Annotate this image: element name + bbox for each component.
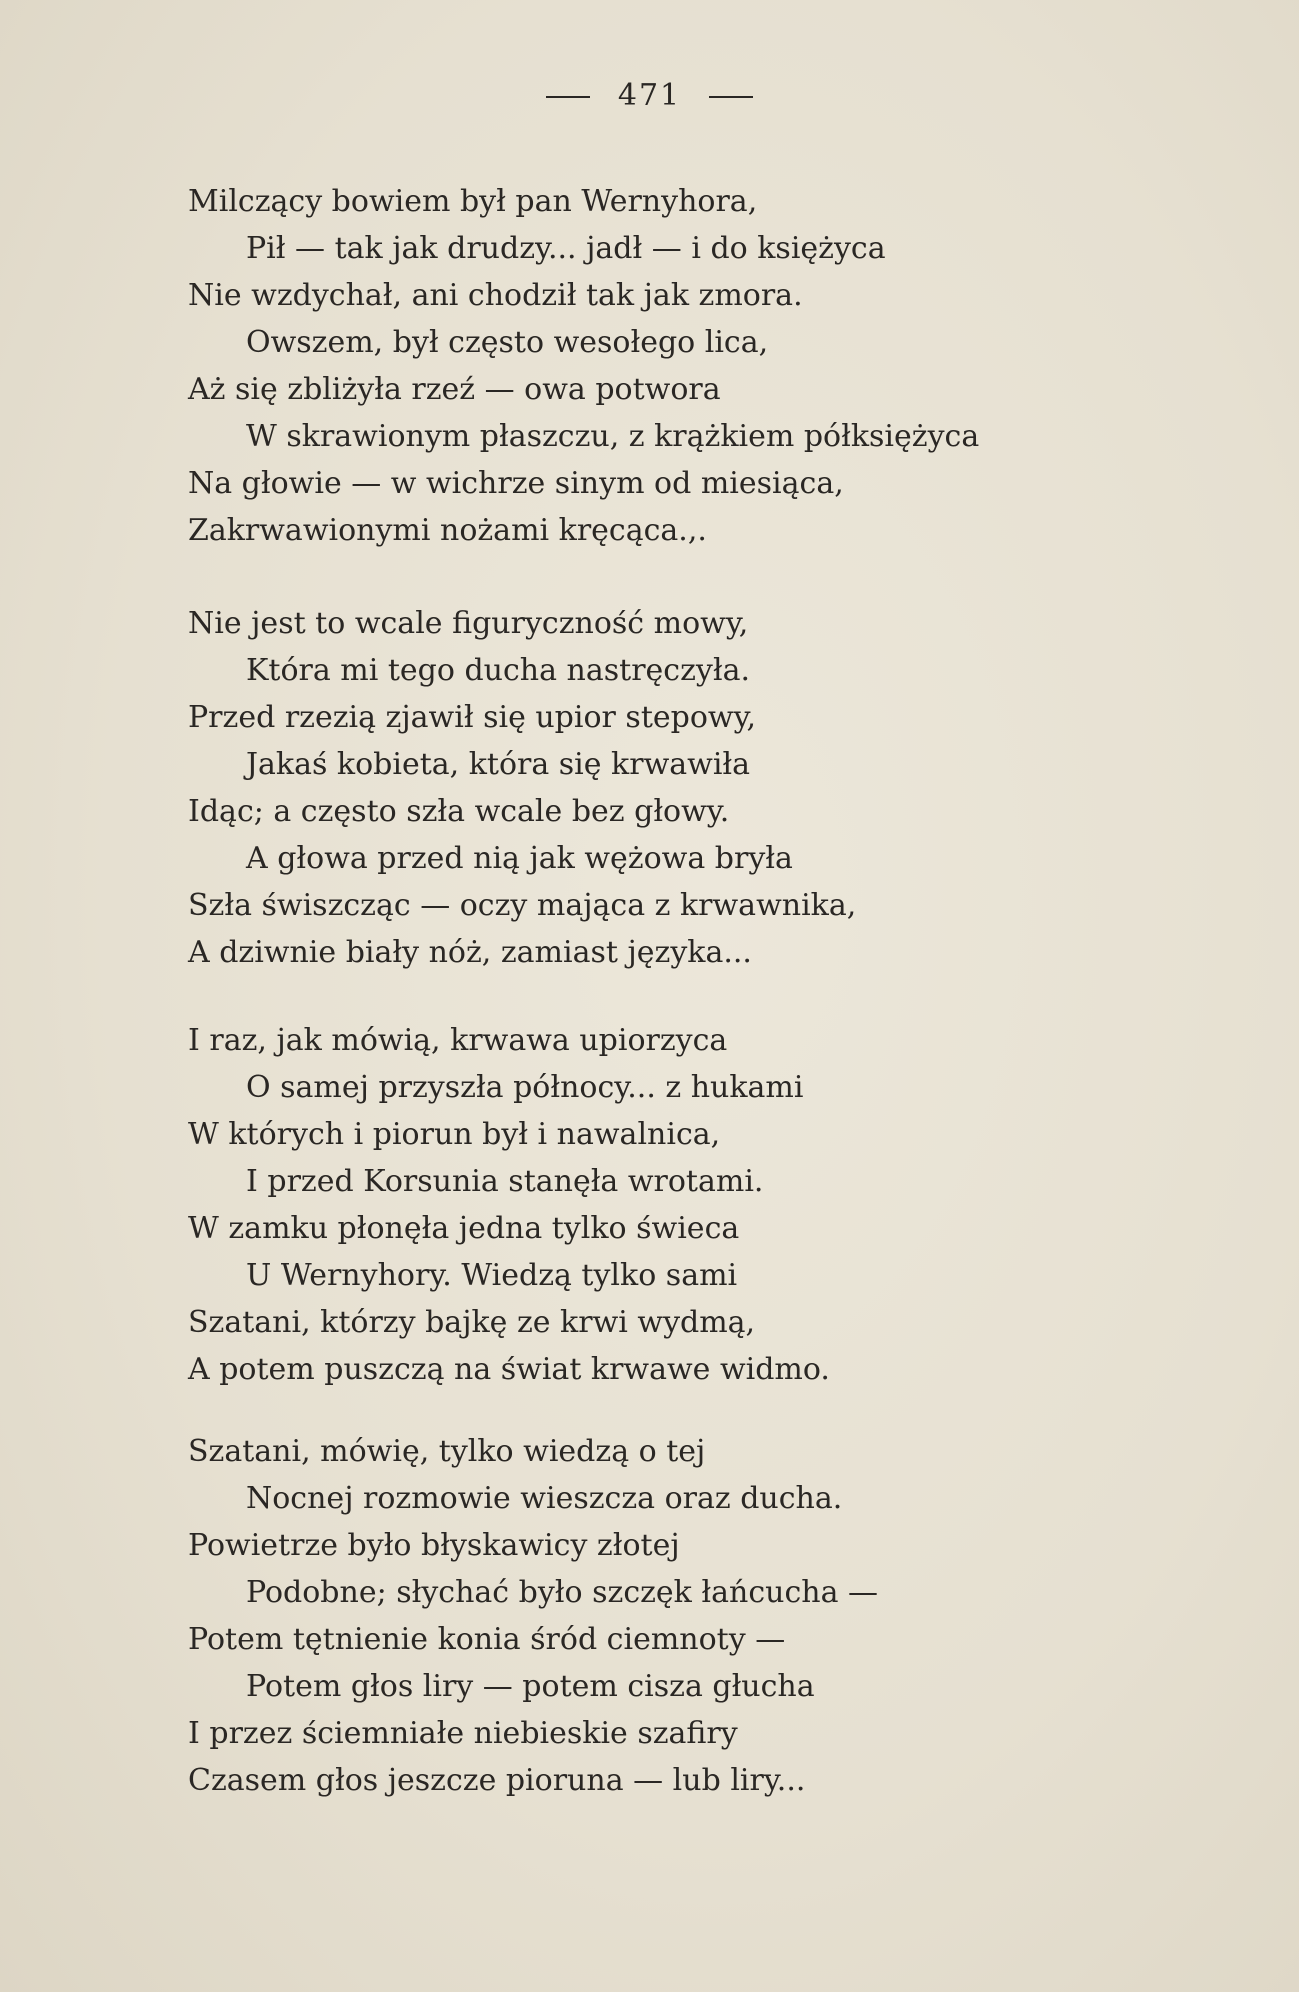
- verse-line: O samej przyszła północy... z hukami: [246, 1070, 804, 1105]
- verse-line: Przed rzezią zjawił się upior stepowy,: [188, 700, 757, 735]
- verse-line: Na głowie — w wichrze sinym od miesiąca,: [188, 466, 844, 501]
- verse-line: Nocnej rozmowie wieszcza oraz ducha.: [246, 1481, 843, 1516]
- verse-line: I przez ściemniałe niebieskie szafiry: [188, 1716, 738, 1751]
- verse-line: A potem puszczą na świat krwawe widmo.: [188, 1352, 830, 1387]
- verse-line: W skrawionym płaszczu, z krążkiem półksiężyca: [246, 419, 980, 454]
- verse-line: I przed Korsunia stanęła wrotami.: [246, 1164, 764, 1199]
- stanza-3: [188, 1017, 1188, 1393]
- verse-line: Która mi tego ducha nastręczyła.: [246, 653, 751, 688]
- verse-line: Idąc; a często szła wcale bez głowy.: [188, 794, 730, 829]
- verse-line: Potem głos liry — potem cisza głucha: [246, 1669, 815, 1704]
- verse-line: Nie wzdychał, ani chodził tak jak zmora.: [188, 278, 803, 313]
- verse-line: U Wernyhory. Wiedzą tylko sami: [246, 1258, 738, 1293]
- stanza-4: [188, 1428, 1188, 1804]
- verse-line: Aż się zbliżyła rzeź — owa potwora: [188, 372, 721, 407]
- verse-line: Szatani, mówię, tylko wiedzą o tej: [188, 1434, 706, 1469]
- verse-line: Podobne; słychać było szczęk łańcucha —: [246, 1575, 878, 1610]
- verse-line: Jakaś kobieta, która się krwawiła: [246, 747, 751, 782]
- verse-line: Pił — tak jak drudzy... jadł — i do księżyca: [246, 231, 886, 266]
- stanza-1: [188, 178, 1188, 554]
- verse-line: I raz, jak mówią, krwawa upiorzyca: [188, 1023, 728, 1058]
- verse-line: A dziwnie biały nóż, zamiast języka...: [188, 935, 752, 970]
- header-dash-right: [709, 96, 753, 98]
- verse-line: A głowa przed nią jak wężowa bryła: [246, 841, 793, 876]
- verse-line: Szatani, którzy bajkę ze krwi wydmą,: [188, 1305, 756, 1340]
- verse-line: Zakrwawionymi nożami kręcąca.,.: [188, 513, 707, 548]
- header-dash-left: [546, 96, 590, 98]
- verse-line: Szła świszcząc — oczy mająca z krwawnika,: [188, 888, 857, 923]
- page-number: 471: [617, 78, 682, 113]
- verse-line: Milczący bowiem był pan Wernyhora,: [188, 184, 758, 219]
- verse-line: W których i piorun był i nawalnica,: [188, 1117, 721, 1152]
- page-header: [0, 78, 1299, 113]
- verse-line: Powietrze było błyskawicy złotej: [188, 1528, 680, 1563]
- verse-line: Nie jest to wcale figuryczność mowy,: [188, 606, 749, 641]
- verse-line: Owszem, był często wesołego lica,: [246, 325, 769, 360]
- verse-line: Potem tętnienie konia śród ciemnoty —: [188, 1622, 786, 1657]
- stanza-2: [188, 600, 1188, 976]
- verse-line: Czasem głos jeszcze pioruna — lub liry...: [188, 1763, 806, 1798]
- verse-line: W zamku płonęła jedna tylko świeca: [188, 1211, 740, 1246]
